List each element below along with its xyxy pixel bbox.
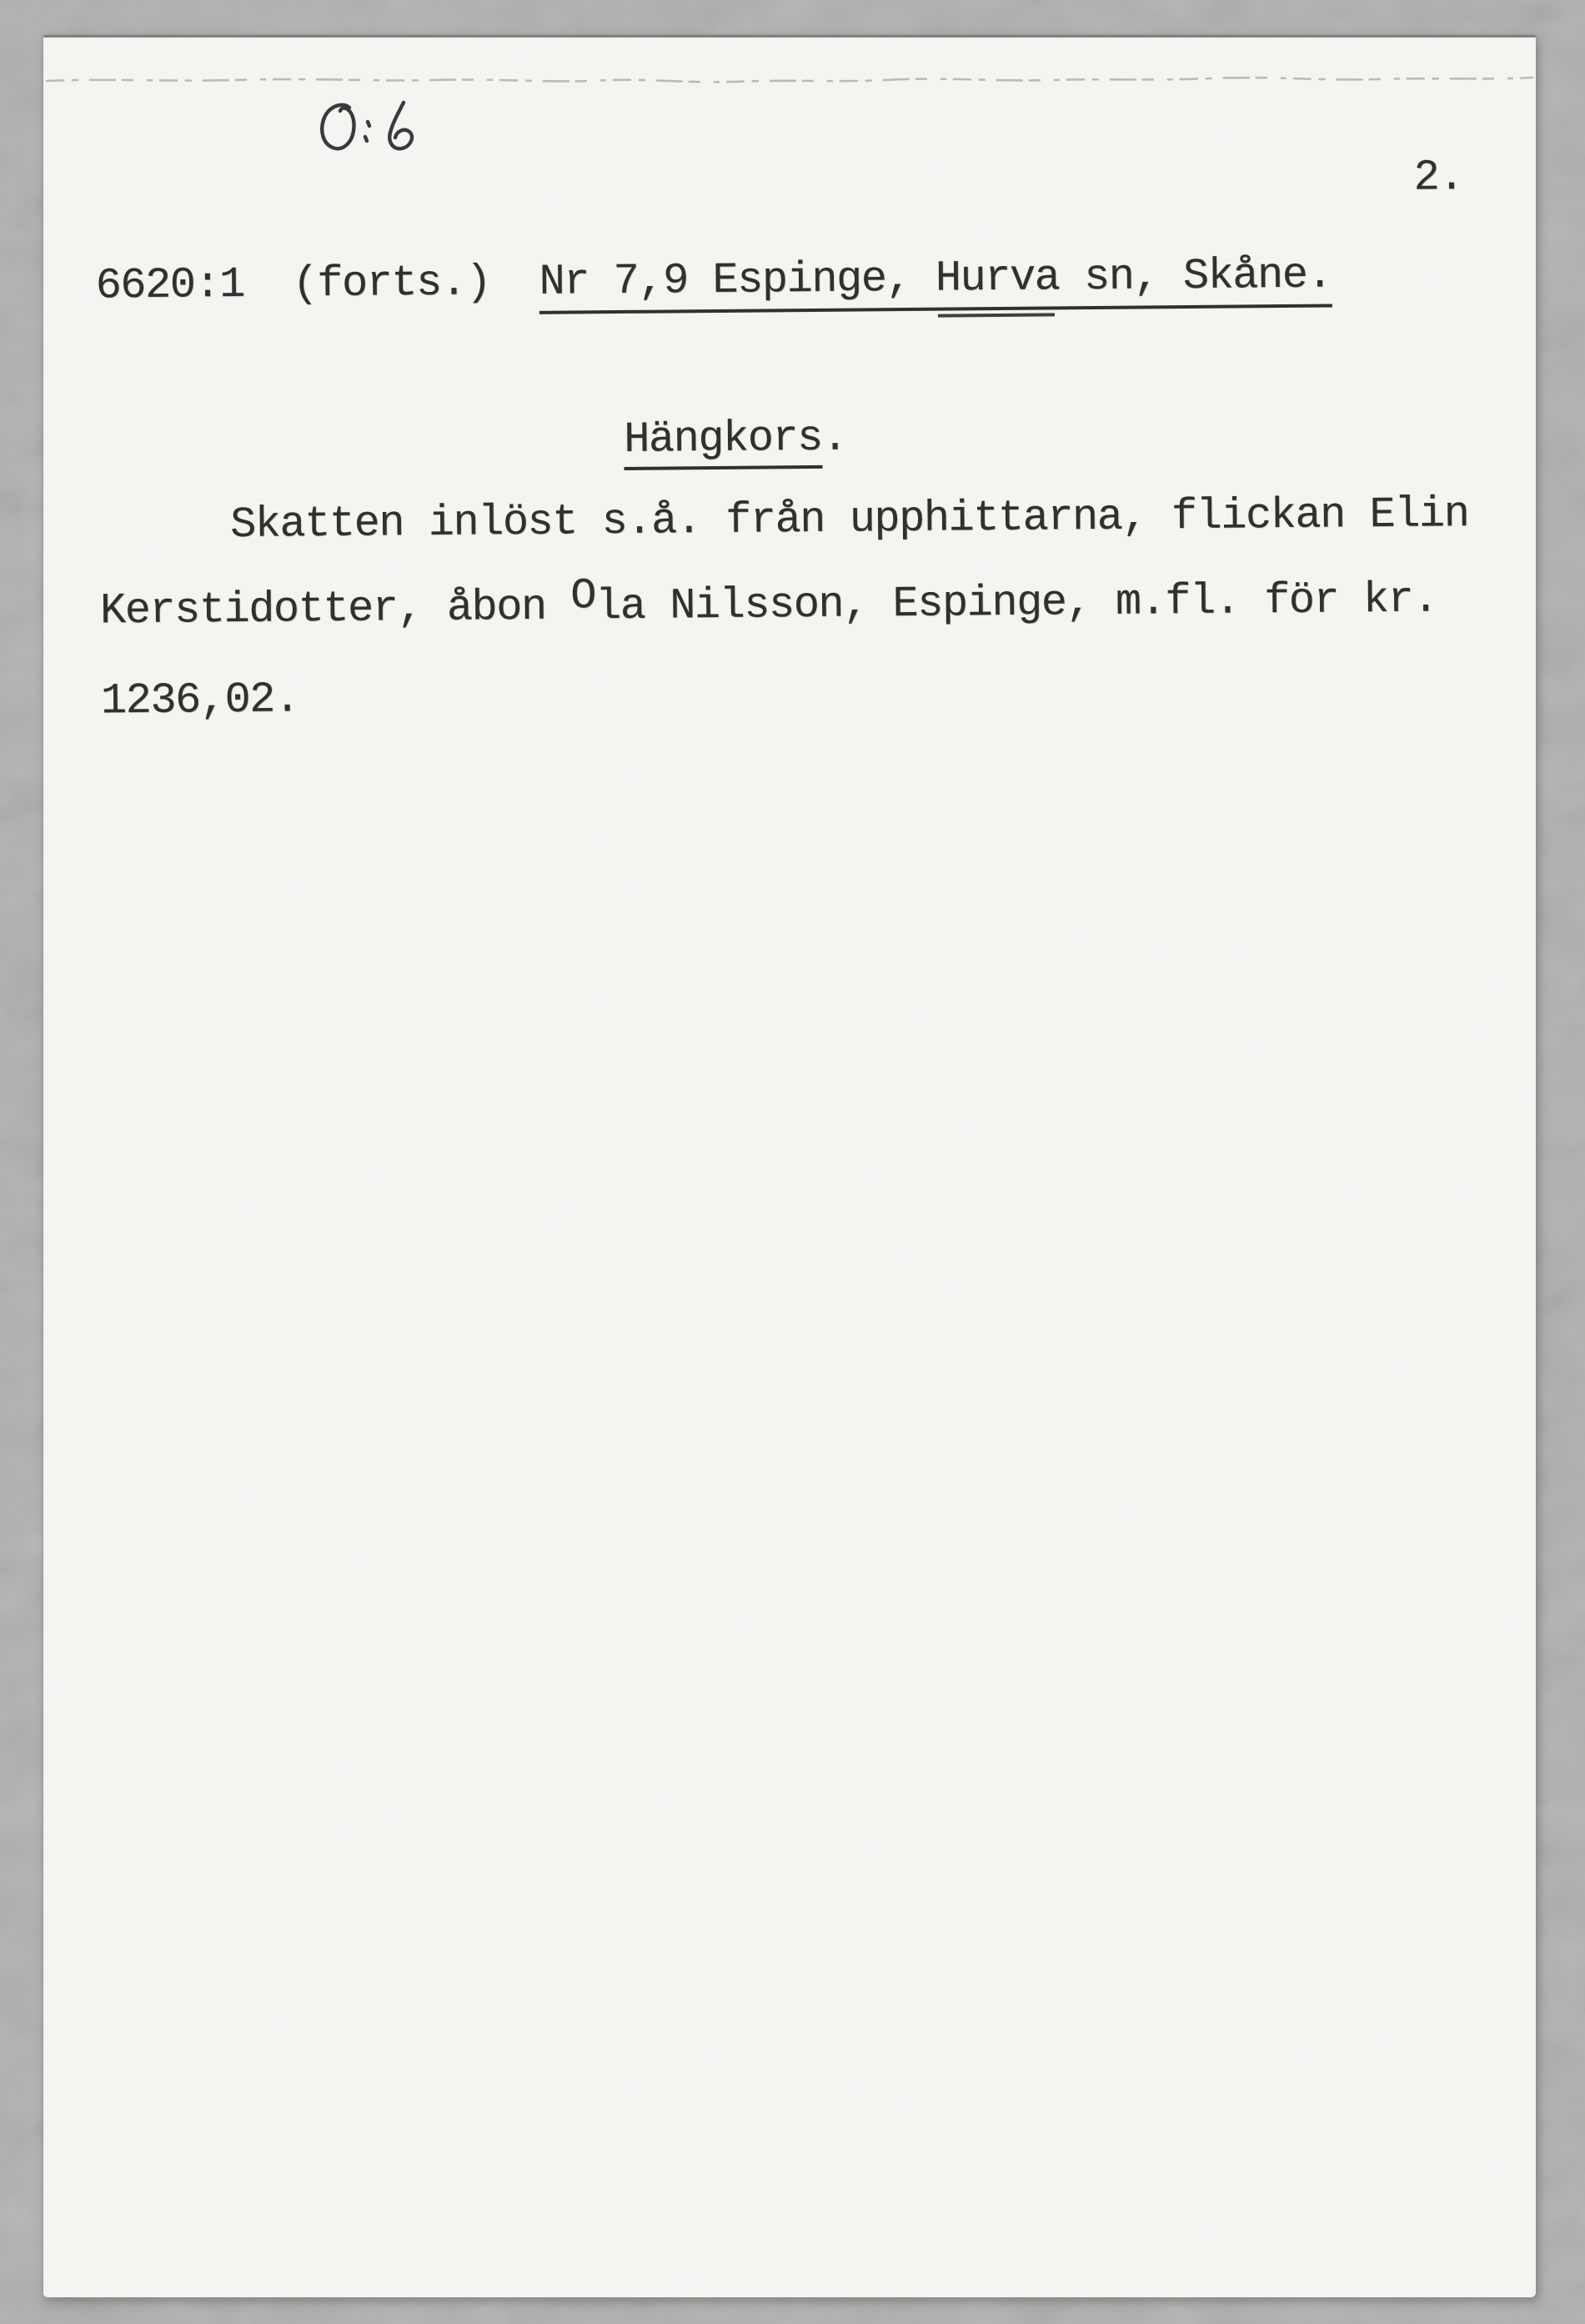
header-reference: 6620:1: [95, 259, 245, 311]
section-heading-period: .: [821, 413, 847, 463]
paper-sheet: [43, 35, 1536, 2297]
body-text-line-2: [99, 571, 1438, 637]
header-title-part1: Nr 7,9 Espinge,: [539, 253, 936, 307]
section-heading-word: Hängkors: [624, 414, 822, 470]
typed-content-layer: [43, 24, 1556, 2297]
body-line2-raised-letter: O: [570, 571, 596, 621]
section-heading: [624, 413, 847, 466]
header-title-part2: sn, Skåne.: [1059, 250, 1332, 303]
header-continuation: (forts.): [292, 258, 491, 309]
body-line2-part2: la Nilsson, Espinge, m.fl. för kr.: [594, 575, 1438, 632]
body-text-line-3: 1236,02.: [100, 675, 299, 726]
body-text-line-1: Skatten inlöst s.å. från upphittarna, flickan Elin: [229, 489, 1469, 550]
body-line2-part1: Kerstidotter, åbon: [99, 582, 571, 636]
page-number: 2.: [1413, 153, 1464, 203]
header-title-parish: Hurva: [935, 253, 1060, 304]
header-title: [539, 250, 1332, 314]
header-line: [45, 248, 1538, 319]
